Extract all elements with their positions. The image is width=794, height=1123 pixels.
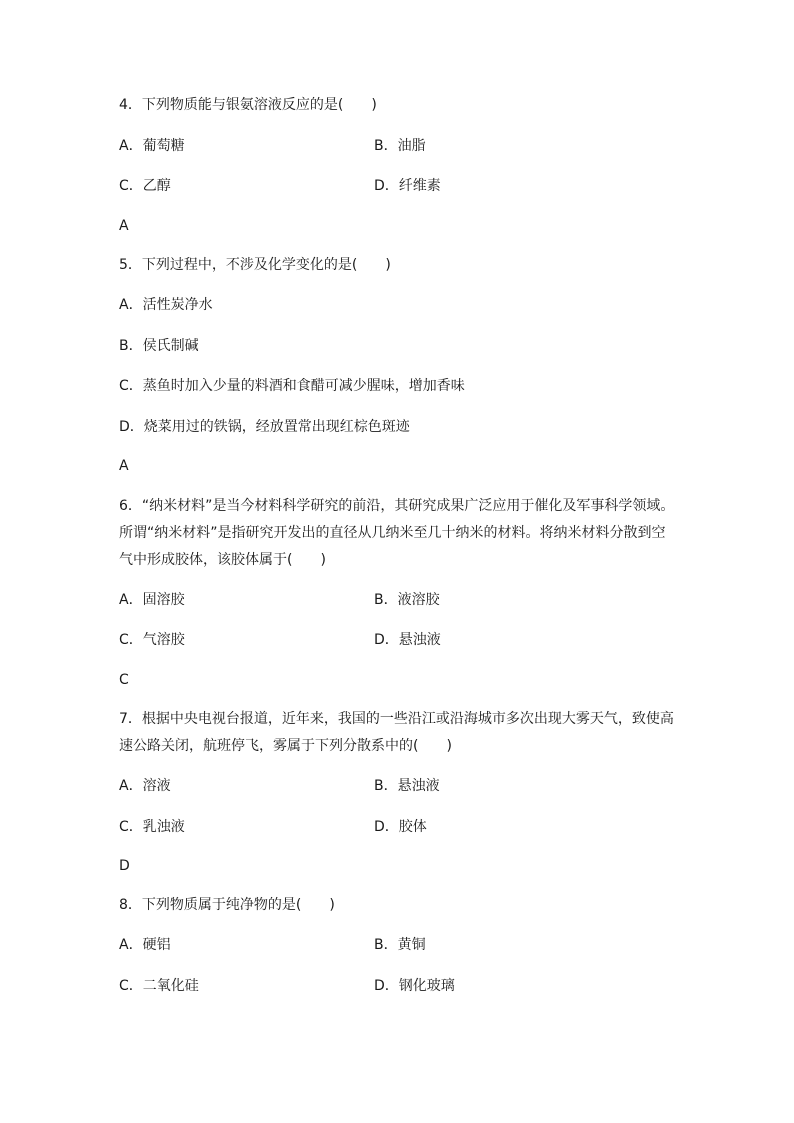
question-4-option-c: C．乙醇 bbox=[119, 178, 171, 194]
question-7-option-a: A．溶液 bbox=[119, 778, 171, 794]
question-4-option-b: B．油脂 bbox=[374, 138, 426, 154]
question-6-answer: C bbox=[119, 672, 129, 688]
question-7-option-b: B．悬浊液 bbox=[374, 778, 440, 794]
question-8-option-d: D．钢化玻璃 bbox=[374, 978, 455, 994]
question-5-option-d: D．烧菜用过的铁锅，经放置常出现红棕色斑迹 bbox=[119, 419, 410, 435]
question-6-option-b: B．液溶胶 bbox=[374, 592, 440, 608]
question-8-option-c: C．二氧化硅 bbox=[119, 978, 199, 994]
question-6-option-d: D．悬浊液 bbox=[374, 632, 441, 648]
question-7-stem-line-2: 速公路关闭，航班停飞，雾属于下列分散系中的( ) bbox=[119, 738, 452, 754]
question-6-stem-line-2: 所谓“纳米材料”是指研究开发出的直径从几纳米至几十纳米的材料。将纳米材料分散到空 bbox=[119, 525, 666, 541]
question-6-option-c: C．气溶胶 bbox=[119, 632, 185, 648]
question-5-option-a: A．活性炭净水 bbox=[119, 297, 213, 313]
question-5-stem: 5．下列过程中，不涉及化学变化的是( ) bbox=[119, 257, 391, 273]
question-4-option-d: D．纤维素 bbox=[374, 178, 441, 194]
question-7-option-d: D．胶体 bbox=[374, 819, 427, 835]
question-7-stem-line-1: 7．根据中央电视台报道，近年来，我国的一些沿江或沿海城市多次出现大雾天气，致使高 bbox=[119, 711, 674, 727]
question-5-option-b: B．侯氏制碱 bbox=[119, 338, 199, 354]
question-8-option-b: B．黄铜 bbox=[374, 937, 426, 953]
question-6-stem-line-3: 气中形成胶体，该胶体属于( ) bbox=[119, 552, 326, 568]
question-7-option-c: C．乳浊液 bbox=[119, 819, 185, 835]
question-5-answer: A bbox=[119, 458, 129, 474]
question-8-option-a: A．硬铝 bbox=[119, 937, 171, 953]
question-4-option-a: A．葡萄糖 bbox=[119, 138, 185, 154]
question-4-stem: 4．下列物质能与银氨溶液反应的是( ) bbox=[119, 97, 377, 113]
question-8-stem: 8．下列物质属于纯净物的是( ) bbox=[119, 897, 335, 913]
question-6-option-a: A．固溶胶 bbox=[119, 592, 185, 608]
question-4-answer: A bbox=[119, 218, 129, 234]
question-6-stem-line-1: 6．“纳米材料”是当今材料科学研究的前沿，其研究成果广泛应用于催化及军事科学领域。 bbox=[119, 498, 675, 514]
question-7-answer: D bbox=[119, 858, 130, 874]
question-5-option-c: C．蒸鱼时加入少量的料酒和食醋可减少腥味，增加香味 bbox=[119, 378, 465, 394]
